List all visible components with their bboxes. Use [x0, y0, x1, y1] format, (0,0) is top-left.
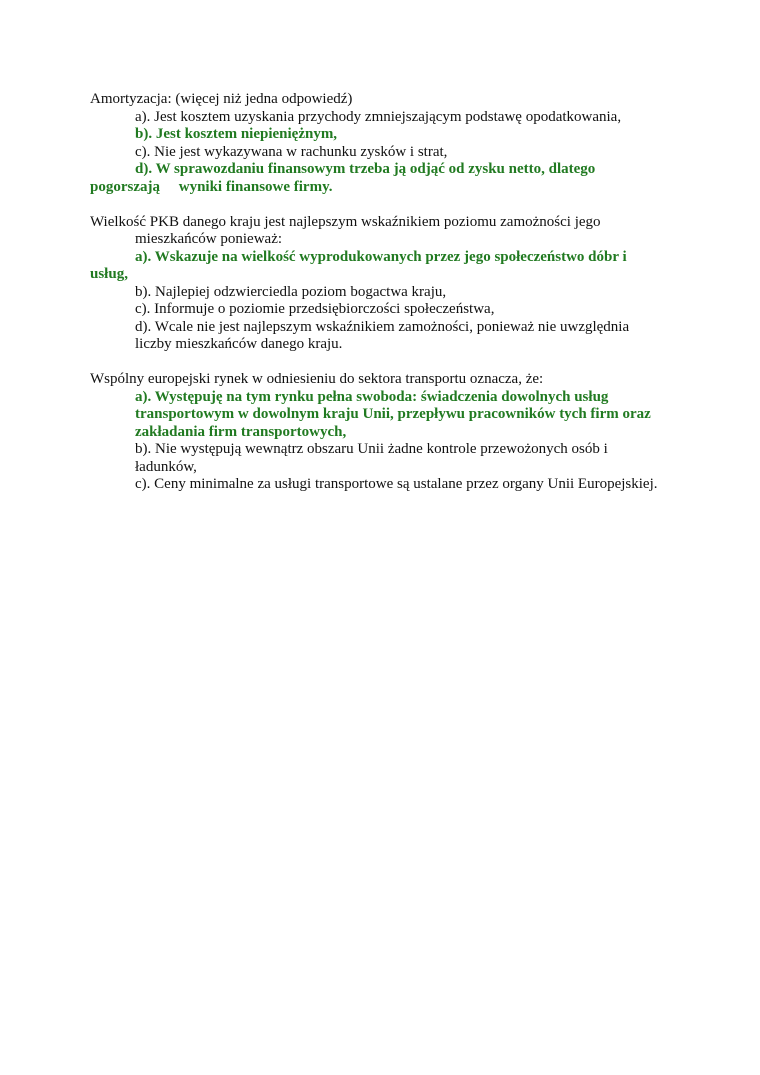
q3-answer-b-line1: b). Nie występują wewnątrz obszaru Unii żadne kontrole przewożonych osób i — [135, 441, 608, 457]
question-3 — [90, 371, 680, 494]
q2-answer-d-line1: d). Wcale nie jest najlepszym wskaźnikiem zamożności, ponieważ nie uwzględnia — [135, 318, 630, 335]
question-2-text-line1: Wielkość PKB danego kraju jest najlepszym wskaźnikiem poziomu zamożności jego — [90, 213, 601, 230]
q1-answer-d-correct-line2: pogorszają wyniki finansowe firmy. — [90, 178, 333, 195]
question-2-text-line2: mieszkańców ponieważ: — [135, 231, 283, 247]
question-3-text: Wspólny europejski rynek w odniesieniu do sektora transportu oznacza, że: — [90, 371, 544, 387]
q2-answer-c: c). Informuje o poziomie przedsiębiorczości społeczeństwa, — [135, 301, 495, 317]
q1-answer-b-correct: b). Jest kosztem niepieniężnym, — [135, 126, 338, 142]
q3-answer-c: c). Ceny minimalne za usługi transportowe są ustalane przez organy Unii Europejskiej. — [135, 476, 658, 492]
q3-answer-b-line2: ładunków, — [135, 458, 197, 475]
q3-answer-a-correct-line1: a). Występuję na tym rynku pełna swoboda: świadczenia dowolnych usług — [135, 388, 609, 405]
question-1-text: Amortyzacja: (więcej niż jedna odpowiedź) — [90, 91, 353, 107]
q2-answer-d-line2: liczby mieszkańców danego kraju. — [135, 336, 343, 352]
q1-answer-a: a). Jest kosztem uzyskania przychody zmniejszającym podstawę opodatkowania, — [135, 108, 622, 125]
question-1 — [90, 91, 680, 196]
q2-answer-b: b). Najlepiej odzwierciedla poziom bogactwa kraju, — [135, 283, 447, 300]
q1-answer-c: c). Nie jest wykazywana w rachunku zysków i strat, — [135, 143, 448, 160]
q1-answer-d-correct-line1: d). W sprawozdaniu finansowym trzeba ją odjąć od zysku netto, dlatego — [135, 161, 596, 177]
q2-answer-a-correct-line1: a). Wskazuje na wielkość wyprodukowanych przez jego społeczeństwo dóbr i — [135, 248, 627, 265]
document-content — [90, 91, 680, 511]
q3-answer-a-correct-line2: transportowym w dowolnym kraju Unii, przepływu pracowników tych firm oraz — [135, 406, 651, 422]
q3-answer-a-correct-line3: zakładania firm transportowych, — [135, 423, 347, 440]
question-2 — [90, 214, 680, 354]
q2-answer-a-correct-line2: usług, — [90, 266, 128, 282]
